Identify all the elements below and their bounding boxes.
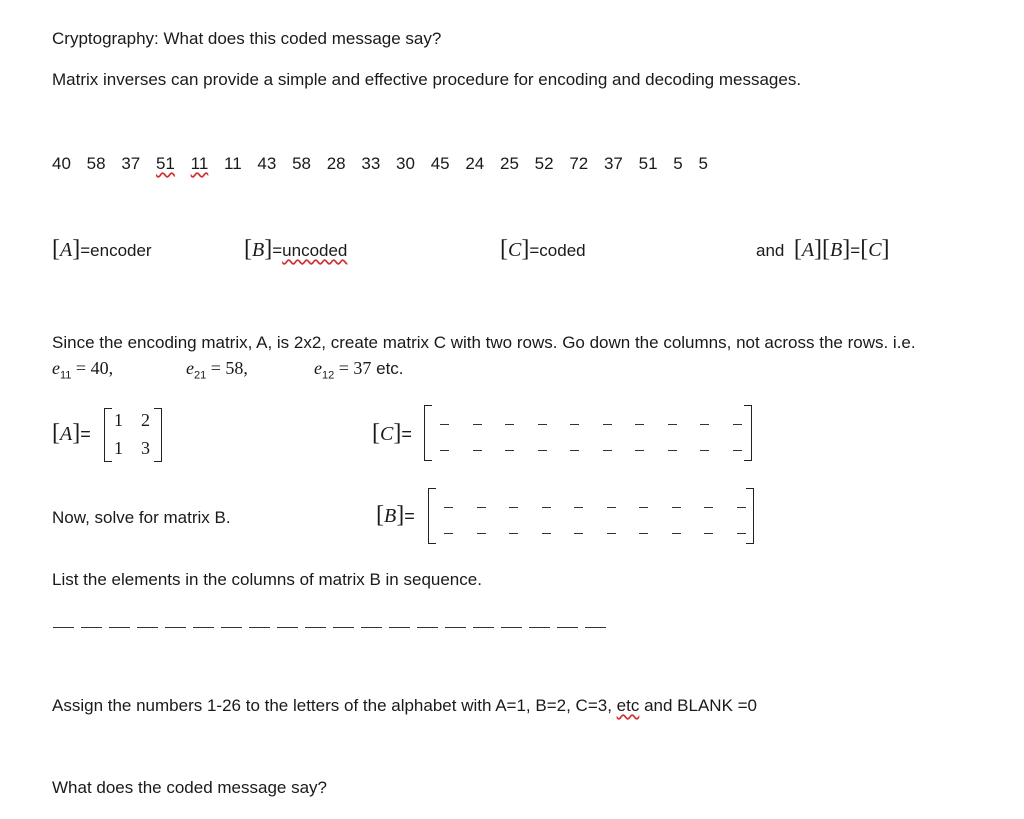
matrix-blank-entry [737, 507, 746, 508]
matrix-blank-entry [639, 533, 648, 534]
answer-blank [277, 627, 298, 628]
assign-text: Assign the numbers 1-26 to the letters of the alphabet with A=1, B=2, C=3, etc and BLANK =0 [52, 696, 758, 715]
matrix-blank-entry [477, 507, 486, 508]
matrix-blank-entry [542, 533, 551, 534]
code-number: 72 [569, 154, 589, 173]
answer-blank [137, 627, 158, 628]
answer-blank [221, 627, 242, 628]
matrix-blank-entry [635, 424, 644, 425]
code-number: 51 [155, 154, 175, 173]
matrix-blank-entry [607, 533, 616, 534]
matrix-blank-entry [733, 450, 742, 451]
answer-blank [445, 627, 466, 628]
def-c: [C]=coded [500, 236, 586, 262]
matrix-b-blank [428, 488, 754, 546]
def-b: [B]=uncoded [244, 236, 348, 262]
answer-blank [389, 627, 410, 628]
code-number: 11 [190, 154, 209, 173]
matrix-blank-entry [444, 507, 453, 508]
def-a: [A]=encoder [52, 236, 152, 262]
code-number: 40 [52, 154, 71, 173]
list-text: List the elements in the columns of matrix B in sequence. [52, 570, 482, 589]
matrix-blank-entry [672, 507, 681, 508]
code-number: 58 [86, 154, 106, 173]
answer-blank [249, 627, 270, 628]
answer-blank [193, 627, 214, 628]
matrix-blank-entry [668, 424, 677, 425]
matrix-blank-entry [505, 450, 514, 451]
matrix-blank-entry [505, 424, 514, 425]
answer-blank [305, 627, 326, 628]
matrix-blank-entry [440, 424, 449, 425]
answer-blank [529, 627, 550, 628]
intro-text: Matrix inverses can provide a simple and effective procedure for encoding and decoding messages. [52, 70, 802, 89]
def-equation: and [A][B]=[C] [756, 236, 890, 262]
code-number: 33 [361, 154, 381, 173]
matrix-c-label: [C]= [372, 420, 412, 446]
example-e11: $e_{11} = 40$, [52, 358, 114, 382]
matrix-blank-entry [477, 533, 486, 534]
code-number: 25 [500, 154, 519, 173]
matrix-blank-entry [538, 450, 547, 451]
code-number: 5 [673, 154, 683, 173]
matrix-a-cell: 3 [141, 438, 150, 458]
matrix-blank-entry [603, 450, 612, 451]
answer-blank [333, 627, 354, 628]
matrix-blank-entry [672, 533, 681, 534]
code-number: 45 [430, 154, 450, 173]
example-e21: $e_{21} = 58$, [186, 358, 248, 382]
answer-blank [585, 627, 606, 628]
code-number: 52 [534, 154, 554, 173]
code-number: 37 [603, 154, 623, 173]
code-number: 28 [326, 154, 346, 173]
matrix-a-cell: 1 [114, 410, 123, 430]
matrix-blank-entry [570, 424, 579, 425]
answer-blank [81, 627, 102, 628]
matrix-a-label: [A]= [52, 420, 91, 446]
matrix-blank-entry [704, 533, 713, 534]
code-number: 58 [292, 154, 311, 173]
answer-blank [417, 627, 438, 628]
matrix-blank-entry [607, 507, 616, 508]
solve-text: Now, solve for matrix B. [52, 508, 231, 527]
matrix-blank-entry [473, 424, 482, 425]
code-number: 43 [257, 154, 277, 173]
matrix-blank-entry [473, 450, 482, 451]
answer-blank [165, 627, 186, 628]
matrix-blank-entry [737, 533, 746, 534]
matrix-blank-entry [538, 424, 547, 425]
answer-blank [501, 627, 522, 628]
code-number: 5 [698, 154, 708, 173]
matrix-a-cell: 1 [114, 438, 123, 458]
matrix-blank-entry [733, 424, 742, 425]
matrix-blank-entry [542, 507, 551, 508]
matrix-blank-entry [444, 533, 453, 534]
code-number: 11 [224, 154, 242, 173]
matrix-blank-entry [603, 424, 612, 425]
matrix-blank-entry [574, 507, 583, 508]
answer-blank [473, 627, 494, 628]
matrix-blank-entry [668, 450, 677, 451]
matrix-blank-entry [440, 450, 449, 451]
code-number: 30 [396, 154, 415, 173]
question-text: What does the coded message say? [52, 778, 327, 797]
answer-blank [557, 627, 578, 628]
matrix-blank-entry [639, 507, 648, 508]
page-title: Cryptography: What does this coded message say? [52, 29, 442, 48]
example-e12: $e_{12} = 37$ etc. [314, 358, 404, 382]
coded-sequence [52, 154, 719, 174]
answer-blank [109, 627, 130, 628]
matrix-blank-entry [570, 450, 579, 451]
matrix-a [104, 408, 162, 464]
matrix-b-label: [B]= [376, 502, 415, 528]
matrix-blank-entry [509, 507, 518, 508]
matrix-blank-entry [574, 533, 583, 534]
answer-blank [53, 627, 74, 628]
matrix-blank-entry [700, 450, 709, 451]
matrix-blank-entry [509, 533, 518, 534]
matrix-a-cell: 2 [141, 410, 150, 430]
matrix-blank-entry [635, 450, 644, 451]
code-number: 37 [121, 154, 141, 173]
instruction-text: Since the encoding matrix, A, is 2x2, create matrix C with two rows. Go down the columns, not across the rows. i.e. [52, 333, 916, 352]
code-number: 24 [465, 154, 485, 173]
matrix-blank-entry [704, 507, 713, 508]
code-number: 51 [638, 154, 658, 173]
matrix-blank-entry [700, 424, 709, 425]
matrix-c-blank [424, 405, 752, 463]
answer-blank [361, 627, 382, 628]
